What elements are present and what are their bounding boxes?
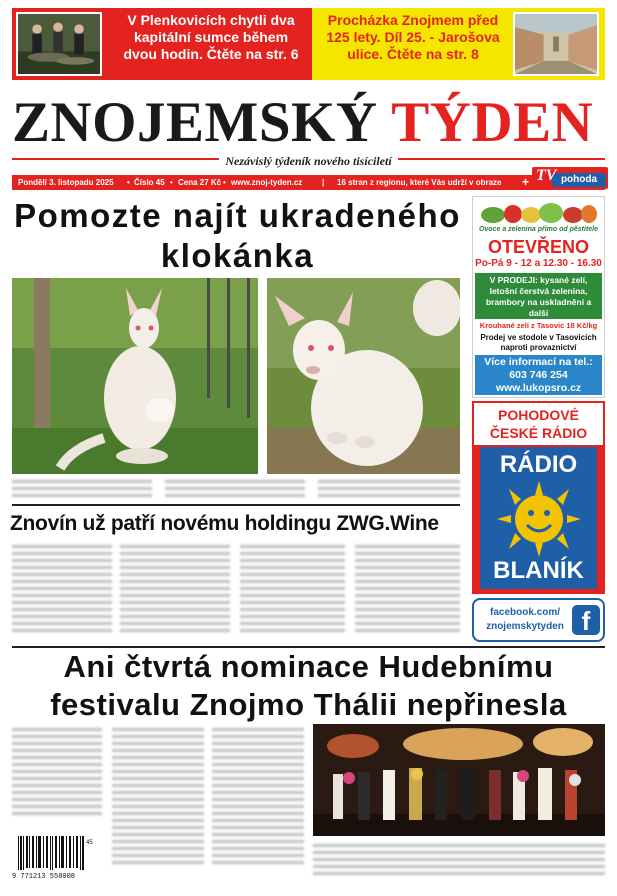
info-bar: Pondělí 3. listopadu 2025 • Číslo 45 • Cena 27 Kč • www.znoj-tyden.cz | 16 stran z regionu, které Vás udrží v obraze + pohoda TV [12,175,605,190]
sale-info: V PRODEJI: kysané zelí, letošní čerstvá zelenina, brambory na uskladnění a další [475,273,602,319]
barcode-number: 9 771213 558008 [12,873,76,880]
issue-number: Číslo 45 [134,178,165,187]
open-title: OTEVŘENO [487,237,589,257]
old-street-postcard-photo [513,12,599,76]
teaser-right-text: Procházka Znojmem před 125 lety. Díl 25. - Jarošova ulice. Čtěte na str. 8 [326,12,500,62]
text-column-3d [313,844,605,879]
tv-label: TV [536,167,557,184]
text-column-2b [120,545,230,636]
issue-date: Pondělí 3. listopadu 2025 [18,178,114,187]
barcode [12,836,96,880]
text-column-2d [355,545,460,636]
pohoda-label: pohoda [552,173,606,187]
radio-slogan [474,403,603,445]
second-headline[interactable]: Znovín už patří novému holdingu ZWG.Wine [10,512,439,535]
text-column-3b [112,728,204,868]
festival-stage-photo [313,724,605,836]
masthead-part1: ZNOJEMSKÝ [12,91,392,154]
text-column-2c [240,545,345,636]
radio-logo-bottom: BLANÍK [493,557,584,584]
masthead-part2: TÝDEN [391,91,594,154]
text-column-2a [12,545,112,636]
teaser-left-text: V Plenkovicích chytli dva kapitální sumce během dvou hodin. Čtěte na str. 6 [123,12,299,62]
teaser-banner-left[interactable] [12,8,312,80]
sale-location: Prodej ve stodole v Tasovicích naproti provaznictví [480,333,597,352]
masthead-title [12,92,605,154]
radio-logo-top: RÁDIO [499,451,578,478]
radio-blanik-ad[interactable] [472,401,605,594]
white-wallaby-with-joey-photo [12,278,258,474]
smiling-sun-icon [497,481,581,557]
plus-sign: + [522,175,530,189]
facebook-line1: facebook.com/ [489,607,561,618]
opening-hours: Po-Pá 9 - 12 a 12.30 - 16.30 [475,258,602,269]
tagline [0,152,617,170]
text-column-1a [12,480,152,501]
text-column-1c [318,480,460,501]
text-column-3c [212,728,304,868]
facebook-link[interactable] [472,598,605,642]
section-rule-1 [12,504,460,506]
tv-pohoda-badge [532,167,608,189]
facebook-icon: f [572,605,600,635]
facebook-text [479,606,571,634]
vegetables-illustration [479,201,598,225]
farm-produce-ad[interactable] [472,196,605,398]
text-column-3a [12,728,102,819]
text-column-1b [165,480,305,501]
cabbage-offer: Krouhané zelí z Tasovic 18 Kč/kg [479,321,598,330]
teaser-banner-right[interactable] [312,8,605,80]
website-link[interactable]: www.znoj-tyden.cz [231,178,303,187]
radio-logo [480,447,597,589]
radio-slogan-line2: ČESKÉ RÁDIO [489,425,588,441]
white-wallaby-closeup-photo [267,278,460,474]
third-headline[interactable]: Ani čtvrtá nominace Hudebnímu festivalu Znojmo Thálii nepřinesla [50,649,567,722]
main-headline[interactable]: Pomozte najít ukradeného klokánka [14,197,461,274]
radio-slogan-line1: POHODOVÉ [498,407,579,423]
barcode-suffix: 45 [86,840,93,846]
facebook-line2: znojemskytyden [486,621,564,632]
promo-text: 16 stran z regionu, které Vás udrží v obraze [337,178,502,187]
contact-info[interactable]: Více informací na tel.: 603 746 254 www.lukopsro.cz [475,355,602,395]
fishermen-photo [16,12,102,76]
issue-price: Cena 27 Kč [178,178,222,187]
tagline-text: Nezávislý týdeník nového tisíciletí [219,154,397,168]
farm-slogan: Ovoce a zelenina přímo od pěstitele [478,226,599,233]
